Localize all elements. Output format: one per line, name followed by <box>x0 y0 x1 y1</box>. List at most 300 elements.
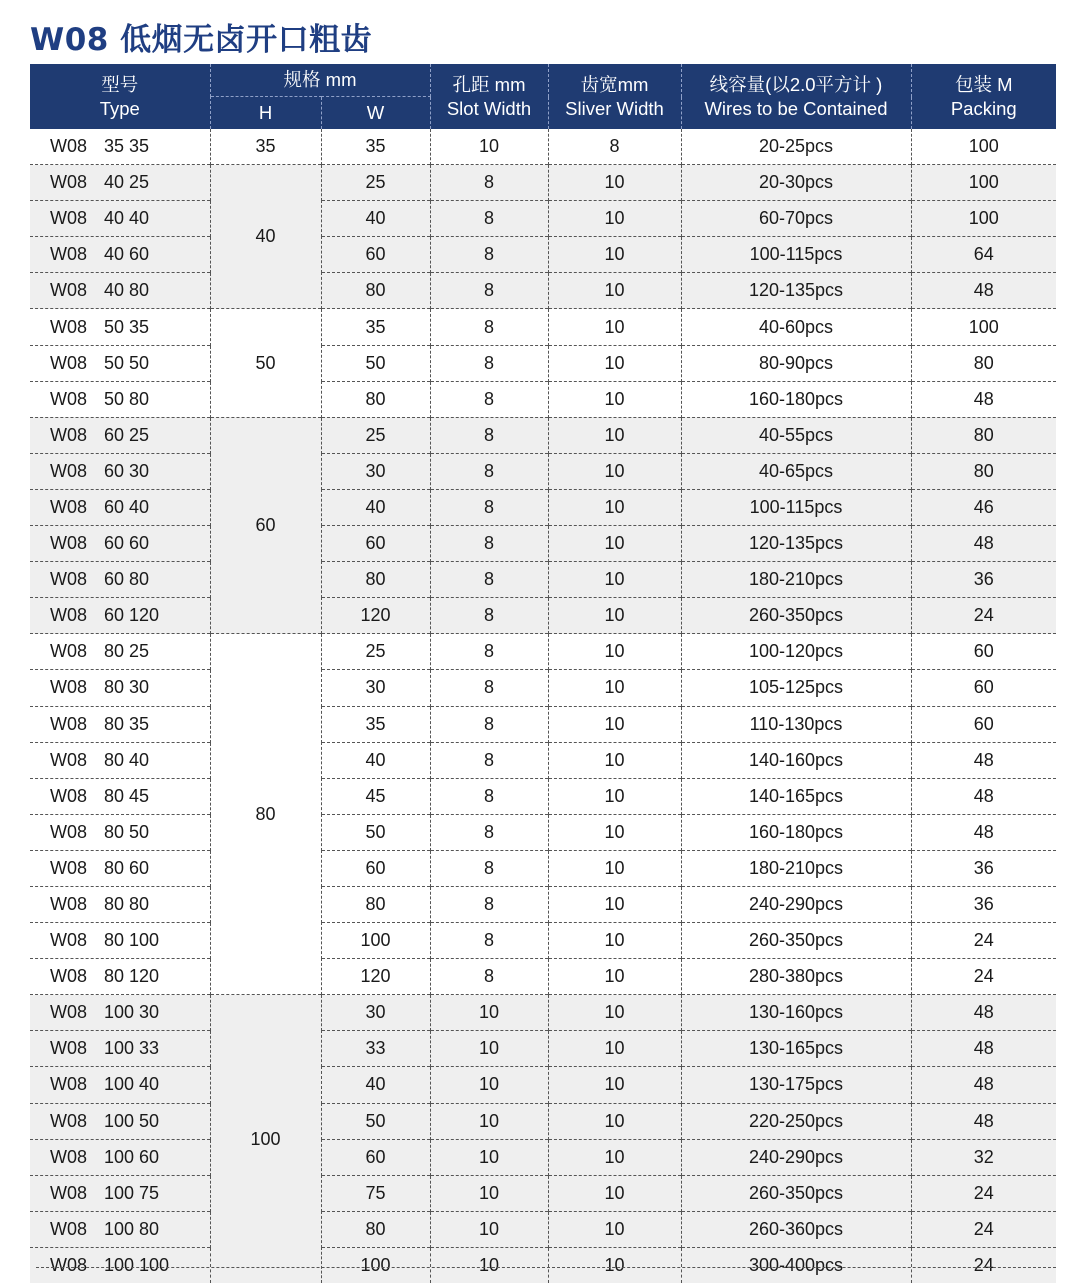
type-cell <box>30 562 210 598</box>
w-cell: 30 <box>321 995 430 1031</box>
packing-cell: 48 <box>911 814 1056 850</box>
header-sliver-en: Sliver Width <box>565 97 664 119</box>
wires-cell: 160-180pcs <box>681 381 911 417</box>
w-cell: 50 <box>321 814 430 850</box>
packing-cell: 24 <box>911 1247 1056 1283</box>
header-wires-cn: 线容量(以2.0平方计 ) <box>709 73 883 95</box>
header-sliver-cn: 齿宽mm <box>580 73 649 95</box>
type-cell <box>30 417 210 453</box>
type-size: 80 80 <box>104 894 150 915</box>
slot-width-cell: 10 <box>430 1139 548 1175</box>
wires-cell: 105-125pcs <box>681 670 911 706</box>
type-prefix: W08 <box>50 894 88 915</box>
header-slot-en: Slot Width <box>446 97 532 119</box>
packing-cell: 48 <box>911 778 1056 814</box>
table-row <box>30 1211 1056 1247</box>
wires-cell: 110-130pcs <box>681 706 911 742</box>
table-row <box>30 706 1056 742</box>
type-cell <box>30 273 210 309</box>
type-prefix: W08 <box>50 605 88 626</box>
table-row <box>30 814 1056 850</box>
type-cell <box>30 1031 210 1067</box>
header-wires-en: Wires to be Contained <box>704 97 888 119</box>
packing-cell: 64 <box>911 237 1056 273</box>
slot-width-cell: 8 <box>430 923 548 959</box>
sliver-width-cell: 10 <box>548 273 681 309</box>
type-prefix: W08 <box>50 244 88 265</box>
sliver-width-cell: 10 <box>548 526 681 562</box>
type-size: 50 80 <box>104 388 150 409</box>
wires-cell: 80-90pcs <box>681 345 911 381</box>
sliver-width-cell: 10 <box>548 1175 681 1211</box>
wires-cell: 20-30pcs <box>681 165 911 201</box>
w-cell: 30 <box>321 453 430 489</box>
w-cell: 35 <box>321 309 430 345</box>
type-prefix: W08 <box>50 569 88 590</box>
type-cell <box>30 526 210 562</box>
type-size: 35 35 <box>104 136 150 157</box>
type-prefix: W08 <box>50 460 88 481</box>
slot-width-cell: 8 <box>430 634 548 670</box>
wires-cell: 60-70pcs <box>681 201 911 237</box>
packing-cell: 48 <box>911 1067 1056 1103</box>
table-row <box>30 598 1056 634</box>
wires-cell: 40-55pcs <box>681 417 911 453</box>
type-prefix: W08 <box>50 749 88 770</box>
slot-width-cell: 8 <box>430 273 548 309</box>
type-prefix: W08 <box>50 821 88 842</box>
type-prefix: W08 <box>50 316 88 337</box>
type-size: 60 60 <box>104 533 150 554</box>
type-size: 80 40 <box>104 749 150 770</box>
slot-width-cell: 8 <box>430 417 548 453</box>
type-size: 60 40 <box>104 496 150 517</box>
type-prefix: W08 <box>50 280 88 301</box>
type-cell <box>30 201 210 237</box>
type-prefix: W08 <box>50 424 88 445</box>
type-prefix: W08 <box>50 677 88 698</box>
w-cell: 50 <box>321 345 430 381</box>
type-cell <box>30 381 210 417</box>
type-prefix: W08 <box>50 1146 88 1167</box>
table-row <box>30 273 1056 309</box>
table-row <box>30 670 1056 706</box>
w-cell: 80 <box>321 886 430 922</box>
slot-width-cell: 10 <box>430 1103 548 1139</box>
packing-cell: 48 <box>911 381 1056 417</box>
type-prefix: W08 <box>50 930 88 951</box>
header-w: W <box>321 97 430 130</box>
packing-cell: 100 <box>911 201 1056 237</box>
type-cell <box>30 959 210 995</box>
packing-cell: 100 <box>968 136 999 157</box>
packing-cell: 48 <box>911 1031 1056 1067</box>
w-cell: 25 <box>321 165 430 201</box>
type-cell <box>30 165 210 201</box>
table-row <box>30 453 1056 489</box>
w-cell: 80 <box>321 381 430 417</box>
packing-cell: 48 <box>911 742 1056 778</box>
type-size: 80 120 <box>104 966 160 987</box>
type-cell <box>30 129 210 165</box>
slot-width-cell: 8 <box>430 201 548 237</box>
type-size: 100 50 <box>104 1110 160 1131</box>
table-row <box>30 1247 1056 1283</box>
packing-cell: 60 <box>911 670 1056 706</box>
table-row <box>30 562 1056 598</box>
spec-table <box>30 64 1056 1283</box>
w-cell: 25 <box>321 634 430 670</box>
table-row <box>30 778 1056 814</box>
header-sliver-width <box>548 64 681 129</box>
slot-width-cell: 8 <box>430 850 548 886</box>
type-size: 60 25 <box>104 424 150 445</box>
type-cell <box>30 453 210 489</box>
type-size: 60 30 <box>104 460 150 481</box>
header-spec: 规格 mm <box>210 64 430 97</box>
slot-width-cell: 8 <box>430 489 548 525</box>
packing-cell: 80 <box>911 453 1056 489</box>
w-cell: 40 <box>321 489 430 525</box>
slot-width-cell: 8 <box>430 598 548 634</box>
sliver-width-cell: 10 <box>548 1211 681 1247</box>
w-cell: 35 <box>321 706 430 742</box>
slot-width-cell: 10 <box>430 1175 548 1211</box>
sliver-width-cell: 10 <box>548 1139 681 1175</box>
table-row <box>30 1103 1056 1139</box>
packing-cell: 100 <box>911 309 1056 345</box>
w-cell: 60 <box>321 1139 430 1175</box>
packing-cell: 100 <box>911 165 1056 201</box>
table-row <box>30 237 1056 273</box>
w-cell: 33 <box>321 1031 430 1067</box>
type-size: 100 60 <box>104 1146 160 1167</box>
sliver-width-cell: 10 <box>548 165 681 201</box>
type-cell <box>30 886 210 922</box>
type-prefix: W08 <box>50 966 88 987</box>
type-prefix: W08 <box>50 1038 88 1059</box>
sliver-width-cell: 10 <box>548 814 681 850</box>
slot-width-cell: 10 <box>430 995 548 1031</box>
type-size: 60 120 <box>104 605 160 626</box>
table-row <box>30 165 1056 201</box>
type-cell <box>30 1247 210 1283</box>
slot-width-cell: 10 <box>430 1247 548 1283</box>
type-cell <box>30 237 210 273</box>
sliver-width-cell: 10 <box>548 562 681 598</box>
w-cell: 100 <box>321 1247 430 1283</box>
w-cell: 60 <box>321 237 430 273</box>
sliver-width-cell: 10 <box>548 742 681 778</box>
sliver-width-cell: 10 <box>548 453 681 489</box>
w-cell: 45 <box>321 778 430 814</box>
slot-width-cell: 10 <box>430 1067 548 1103</box>
packing-cell: 24 <box>911 1211 1056 1247</box>
w-cell: 60 <box>321 526 430 562</box>
header-h: H <box>210 97 321 130</box>
w-cell: 120 <box>321 959 430 995</box>
type-cell <box>30 598 210 634</box>
wires-cell: 100-115pcs <box>681 237 911 273</box>
sliver-width-cell: 10 <box>548 417 681 453</box>
type-size: 100 33 <box>104 1038 160 1059</box>
type-cell <box>30 923 210 959</box>
slot-width-cell: 8 <box>430 345 548 381</box>
header-packing-en: Packing <box>950 97 1017 119</box>
sliver-width-cell: 10 <box>548 923 681 959</box>
type-prefix: W08 <box>50 352 88 373</box>
type-prefix: W08 <box>50 785 88 806</box>
type-cell <box>30 1175 210 1211</box>
slot-width-cell: 8 <box>430 959 548 995</box>
sliver-width-cell: 10 <box>548 1067 681 1103</box>
type-cell <box>30 1067 210 1103</box>
type-cell <box>30 814 210 850</box>
type-prefix: W08 <box>50 496 88 517</box>
type-prefix: W08 <box>50 1254 88 1275</box>
table-row <box>30 129 1056 165</box>
packing-cell: 32 <box>911 1139 1056 1175</box>
table-row <box>30 1139 1056 1175</box>
w-cell: 100 <box>321 923 430 959</box>
slot-width-cell: 8 <box>430 165 548 201</box>
h-cell: 40 <box>210 165 321 309</box>
slot-width-cell: 8 <box>430 453 548 489</box>
w-cell: 50 <box>321 1103 430 1139</box>
slot-width-cell: 8 <box>430 526 548 562</box>
h-cell: 60 <box>210 417 321 634</box>
type-size: 50 35 <box>104 316 150 337</box>
sliver-width-cell: 10 <box>548 1031 681 1067</box>
table-row <box>30 381 1056 417</box>
type-prefix: W08 <box>50 857 88 878</box>
sliver-width-cell: 10 <box>548 995 681 1031</box>
w-cell: 80 <box>321 562 430 598</box>
sliver-width-cell: 10 <box>548 237 681 273</box>
type-cell <box>30 778 210 814</box>
header-type-en: Type <box>99 97 140 119</box>
table-row <box>30 489 1056 525</box>
packing-cell: 48 <box>911 273 1056 309</box>
slot-width-cell: 8 <box>430 562 548 598</box>
packing-cell: 80 <box>911 345 1056 381</box>
type-size: 40 25 <box>104 172 150 193</box>
bottom-divider <box>36 1267 1056 1268</box>
type-prefix: W08 <box>50 1002 88 1023</box>
slot-width-cell: 8 <box>430 742 548 778</box>
wires-cell: 100-120pcs <box>681 634 911 670</box>
sliver-width-cell: 10 <box>548 670 681 706</box>
packing-cell: 48 <box>911 526 1056 562</box>
sliver-width-cell: 10 <box>548 886 681 922</box>
table-header <box>30 64 1056 129</box>
sliver-width-cell: 10 <box>548 1247 681 1283</box>
wires-cell: 300-400pcs <box>681 1247 911 1283</box>
table-row <box>30 1175 1056 1211</box>
table-row <box>30 1031 1056 1067</box>
w-cell: 40 <box>321 201 430 237</box>
slot-width-cell: 8 <box>430 706 548 742</box>
type-prefix: W08 <box>50 208 88 229</box>
type-cell <box>30 345 210 381</box>
w-cell: 80 <box>321 1211 430 1247</box>
slot-width-cell: 8 <box>430 670 548 706</box>
w-cell: 35 <box>321 129 430 165</box>
table-row <box>30 850 1056 886</box>
type-prefix: W08 <box>50 1182 88 1203</box>
header-wires <box>681 64 911 129</box>
table-body <box>30 129 1056 1283</box>
slot-width-cell: 8 <box>430 814 548 850</box>
wires-cell: 260-360pcs <box>681 1211 911 1247</box>
packing-cell: 36 <box>911 562 1056 598</box>
h-cell: 80 <box>210 634 321 995</box>
wires-cell: 160-180pcs <box>681 814 911 850</box>
wires-cell: 280-380pcs <box>681 959 911 995</box>
sliver-width-cell: 10 <box>548 850 681 886</box>
wires-cell: 180-210pcs <box>681 562 911 598</box>
table-row <box>30 995 1056 1031</box>
header-packing <box>911 64 1056 129</box>
packing-cell: 60 <box>911 634 1056 670</box>
wires-cell: 20-25pcs <box>681 129 911 165</box>
table-row <box>30 526 1056 562</box>
type-size: 80 25 <box>104 641 150 662</box>
type-prefix: W08 <box>50 136 88 157</box>
type-size: 40 80 <box>104 280 150 301</box>
h-cell: 35 <box>210 129 321 165</box>
type-prefix: W08 <box>50 172 88 193</box>
type-cell <box>30 1139 210 1175</box>
table-row <box>30 959 1056 995</box>
sliver-width-cell: 10 <box>548 381 681 417</box>
wires-cell: 130-160pcs <box>681 995 911 1031</box>
type-size: 50 50 <box>104 352 150 373</box>
type-size: 60 80 <box>104 569 150 590</box>
type-prefix: W08 <box>50 388 88 409</box>
type-cell <box>30 742 210 778</box>
wires-cell: 240-290pcs <box>681 1139 911 1175</box>
wires-cell: 40-60pcs <box>681 309 911 345</box>
slot-width-cell: 8 <box>430 309 548 345</box>
slot-width-cell: 10 <box>430 129 548 165</box>
type-cell <box>30 706 210 742</box>
h-cell: 50 <box>210 309 321 417</box>
packing-cell: 48 <box>911 995 1056 1031</box>
type-prefix: W08 <box>50 641 88 662</box>
type-size: 80 50 <box>104 821 150 842</box>
packing-cell: 80 <box>911 417 1056 453</box>
w-cell: 25 <box>321 417 430 453</box>
type-cell <box>30 1211 210 1247</box>
type-prefix: W08 <box>50 1074 88 1095</box>
header-type <box>30 64 210 129</box>
sliver-width-cell: 10 <box>548 598 681 634</box>
packing-cell: 46 <box>911 489 1056 525</box>
type-size: 80 30 <box>104 677 150 698</box>
type-prefix: W08 <box>50 1110 88 1131</box>
wires-cell: 130-175pcs <box>681 1067 911 1103</box>
w-cell: 75 <box>321 1175 430 1211</box>
sliver-width-cell: 10 <box>548 634 681 670</box>
type-size: 100 75 <box>104 1182 160 1203</box>
h-cell: 100 <box>210 995 321 1283</box>
packing-cell: 60 <box>911 706 1056 742</box>
wires-cell: 130-165pcs <box>681 1031 911 1067</box>
slot-width-cell: 8 <box>430 778 548 814</box>
w-cell: 40 <box>321 1067 430 1103</box>
sliver-width-cell: 10 <box>548 778 681 814</box>
w-cell: 40 <box>321 742 430 778</box>
type-cell <box>30 1103 210 1139</box>
wires-cell: 140-165pcs <box>681 778 911 814</box>
wires-cell: 240-290pcs <box>681 886 911 922</box>
type-size: 100 40 <box>104 1074 160 1095</box>
header-packing-cn: 包装 M <box>954 73 1013 95</box>
type-prefix: W08 <box>50 1218 88 1239</box>
header-slot-width <box>430 64 548 129</box>
wires-cell: 40-65pcs <box>681 453 911 489</box>
table-row <box>30 345 1056 381</box>
type-prefix: W08 <box>50 533 88 554</box>
table-row <box>30 886 1056 922</box>
slot-width-cell: 10 <box>430 1031 548 1067</box>
type-size: 40 40 <box>104 208 150 229</box>
header-type-cn: 型号 <box>101 73 139 95</box>
table-row <box>30 417 1056 453</box>
type-cell <box>30 850 210 886</box>
type-size: 80 45 <box>104 785 150 806</box>
type-cell <box>30 670 210 706</box>
type-cell <box>30 995 210 1031</box>
w-cell: 120 <box>321 598 430 634</box>
sliver-width-cell: 8 <box>548 129 681 165</box>
sliver-width-cell: 10 <box>548 201 681 237</box>
table-row <box>30 1067 1056 1103</box>
packing-cell: 48 <box>911 1103 1056 1139</box>
packing-cell: 24 <box>911 959 1056 995</box>
wires-cell: 140-160pcs <box>681 742 911 778</box>
type-prefix: W08 <box>50 713 88 734</box>
sliver-width-cell: 10 <box>548 489 681 525</box>
sliver-width-cell: 10 <box>548 309 681 345</box>
wires-cell: 260-350pcs <box>681 598 911 634</box>
type-size: 80 35 <box>104 713 150 734</box>
sliver-width-cell: 10 <box>548 959 681 995</box>
sliver-width-cell: 10 <box>548 345 681 381</box>
page-title: W08 低烟无卤开口粗齿 <box>30 22 373 58</box>
packing-cell: 24 <box>911 923 1056 959</box>
packing-cell: 36 <box>911 850 1056 886</box>
type-cell <box>30 489 210 525</box>
sliver-width-cell: 10 <box>548 1103 681 1139</box>
type-cell <box>30 309 210 345</box>
w-cell: 80 <box>321 273 430 309</box>
header-slot-cn: 孔距 mm <box>452 73 526 95</box>
packing-cell: 24 <box>911 1175 1056 1211</box>
slot-width-cell: 8 <box>430 237 548 273</box>
slot-width-cell: 10 <box>430 1211 548 1247</box>
type-size: 80 60 <box>104 857 150 878</box>
w-cell: 30 <box>321 670 430 706</box>
wires-cell: 120-135pcs <box>681 526 911 562</box>
wires-cell: 260-350pcs <box>681 1175 911 1211</box>
type-size: 100 100 <box>104 1254 170 1275</box>
wires-cell: 180-210pcs <box>681 850 911 886</box>
type-size: 80 100 <box>104 930 160 951</box>
table-row <box>30 923 1056 959</box>
type-size: 40 60 <box>104 244 150 265</box>
